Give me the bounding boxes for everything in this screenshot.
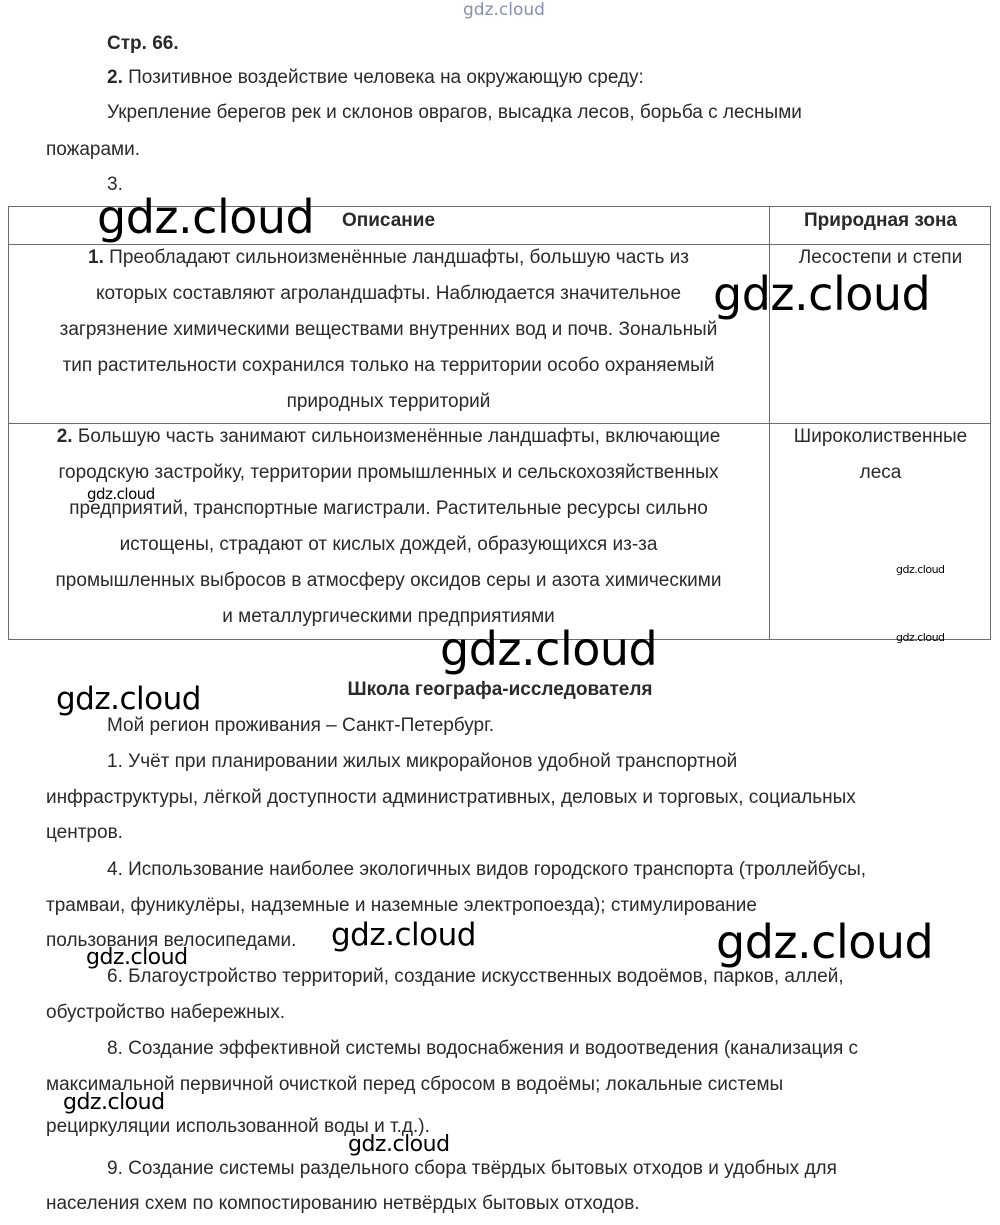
row-number: 1. [88, 247, 104, 268]
description-line: промышленных выбросов в атмосферу оксидов серы и азота химическими [55, 570, 722, 591]
watermark: gdz.cloud [716, 915, 934, 969]
point-line: пользования велосипедами. [46, 930, 297, 951]
item-3-number: 3. [107, 174, 123, 195]
description-line: тип растительности сохранился только на территории особо охраняемый [62, 355, 715, 376]
item-2-number: 2. [107, 67, 123, 88]
watermark: gdz.cloud [331, 917, 476, 953]
description-line: которых составляют агроландшафты. Наблюдается значительное [95, 283, 682, 304]
table-row-1-zone: Лесостепи и степи [798, 247, 963, 268]
description-line: 2. Большую часть занимают сильноизменённые ландшафты, включающие [56, 426, 721, 447]
description-line: городскую застройку, территории промышленных и сельскохозяйственных [58, 462, 719, 483]
watermark: gdz.cloud [440, 622, 658, 676]
point-line: инфраструктуры, лёгкой доступности административных, деловых и торговых, социальных [46, 787, 856, 808]
table-row-2-description [8, 419, 769, 635]
section-title: Школа географа-исследователя [347, 679, 653, 700]
point-first-line: 4. Использование наиболее экологичных видов городского транспорта (троллейбусы, [107, 859, 866, 880]
watermark: gdz.cloud [87, 485, 155, 503]
table-header-zone: Природная зона [804, 210, 957, 231]
description-line: истощены, страдают от кислых дождей, образующихся из-за [119, 534, 658, 555]
table-row-2-zone: Широколиственные леса [793, 426, 968, 483]
point-line: обустройство набережных. [46, 1002, 286, 1023]
point-first-line: 6. Благоустройство территорий, создание искусственных водоёмов, парков, аллей, [107, 966, 844, 987]
point-line: максимальной первичной очисткой перед сбросом в водоёмы; локальные системы [46, 1074, 784, 1095]
watermark: gdz.cloud [86, 945, 188, 970]
watermark: gdz.cloud [348, 1132, 450, 1157]
description-line: предприятий, транспортные магистрали. Растительные ресурсы сильно [69, 498, 708, 519]
point-first-line: 9. Создание системы раздельного сбора твёрдых бытовых отходов и удобных для [107, 1158, 837, 1179]
item-2-text-line: пожарами. [46, 139, 141, 160]
watermark: gdz.cloud [56, 681, 201, 717]
description-line: природных территорий [286, 391, 491, 412]
watermark: gdz.cloud [63, 1090, 165, 1115]
point-line: населения схем по компостированию нетвёрдых бытовых отходов. [46, 1193, 640, 1214]
point-line: трамваи, фуникулёры, надземные и наземные электропоезда); стимулирование [46, 895, 757, 916]
point-line: центров. [46, 822, 123, 843]
description-line: загрязнение химическими веществами внутренних вод и почв. Зональный [59, 319, 718, 340]
watermark: gdz.cloud [97, 190, 315, 244]
point-first-line: 1. Учёт при планировании жилых микрорайонов удобной транспортной [107, 751, 738, 772]
watermark: gdz.cloud [896, 563, 945, 576]
table-row-1-description [8, 240, 769, 420]
item-2-text-line: Укрепление берегов рек и склонов оврагов, высадка лесов, борьба с лесными [107, 102, 802, 123]
description-line: 1. Преобладают сильноизменённые ландшафты, большую часть из [88, 247, 689, 268]
point-first-line: 8. Создание эффективной системы водоснабжения и водоотведения (канализация с [107, 1038, 859, 1059]
source-mark: gdz.cloud [463, 0, 545, 20]
watermark: gdz.cloud [713, 267, 931, 321]
item-2-heading [107, 66, 644, 90]
row-number: 2. [56, 426, 73, 447]
table-header-description: Описание [341, 210, 436, 231]
point-line: рециркуляции использованной воды и т.д.). [46, 1116, 430, 1137]
item-2-heading-text: Позитивное воздействие человека на окружающую среду: [128, 67, 644, 88]
region-line: Мой регион проживания – Санкт-Петербург. [107, 715, 494, 736]
watermark: gdz.cloud [896, 631, 945, 644]
page-reference: Стр. 66. [107, 33, 179, 54]
description-line: и металлургическими предприятиями [222, 606, 555, 627]
